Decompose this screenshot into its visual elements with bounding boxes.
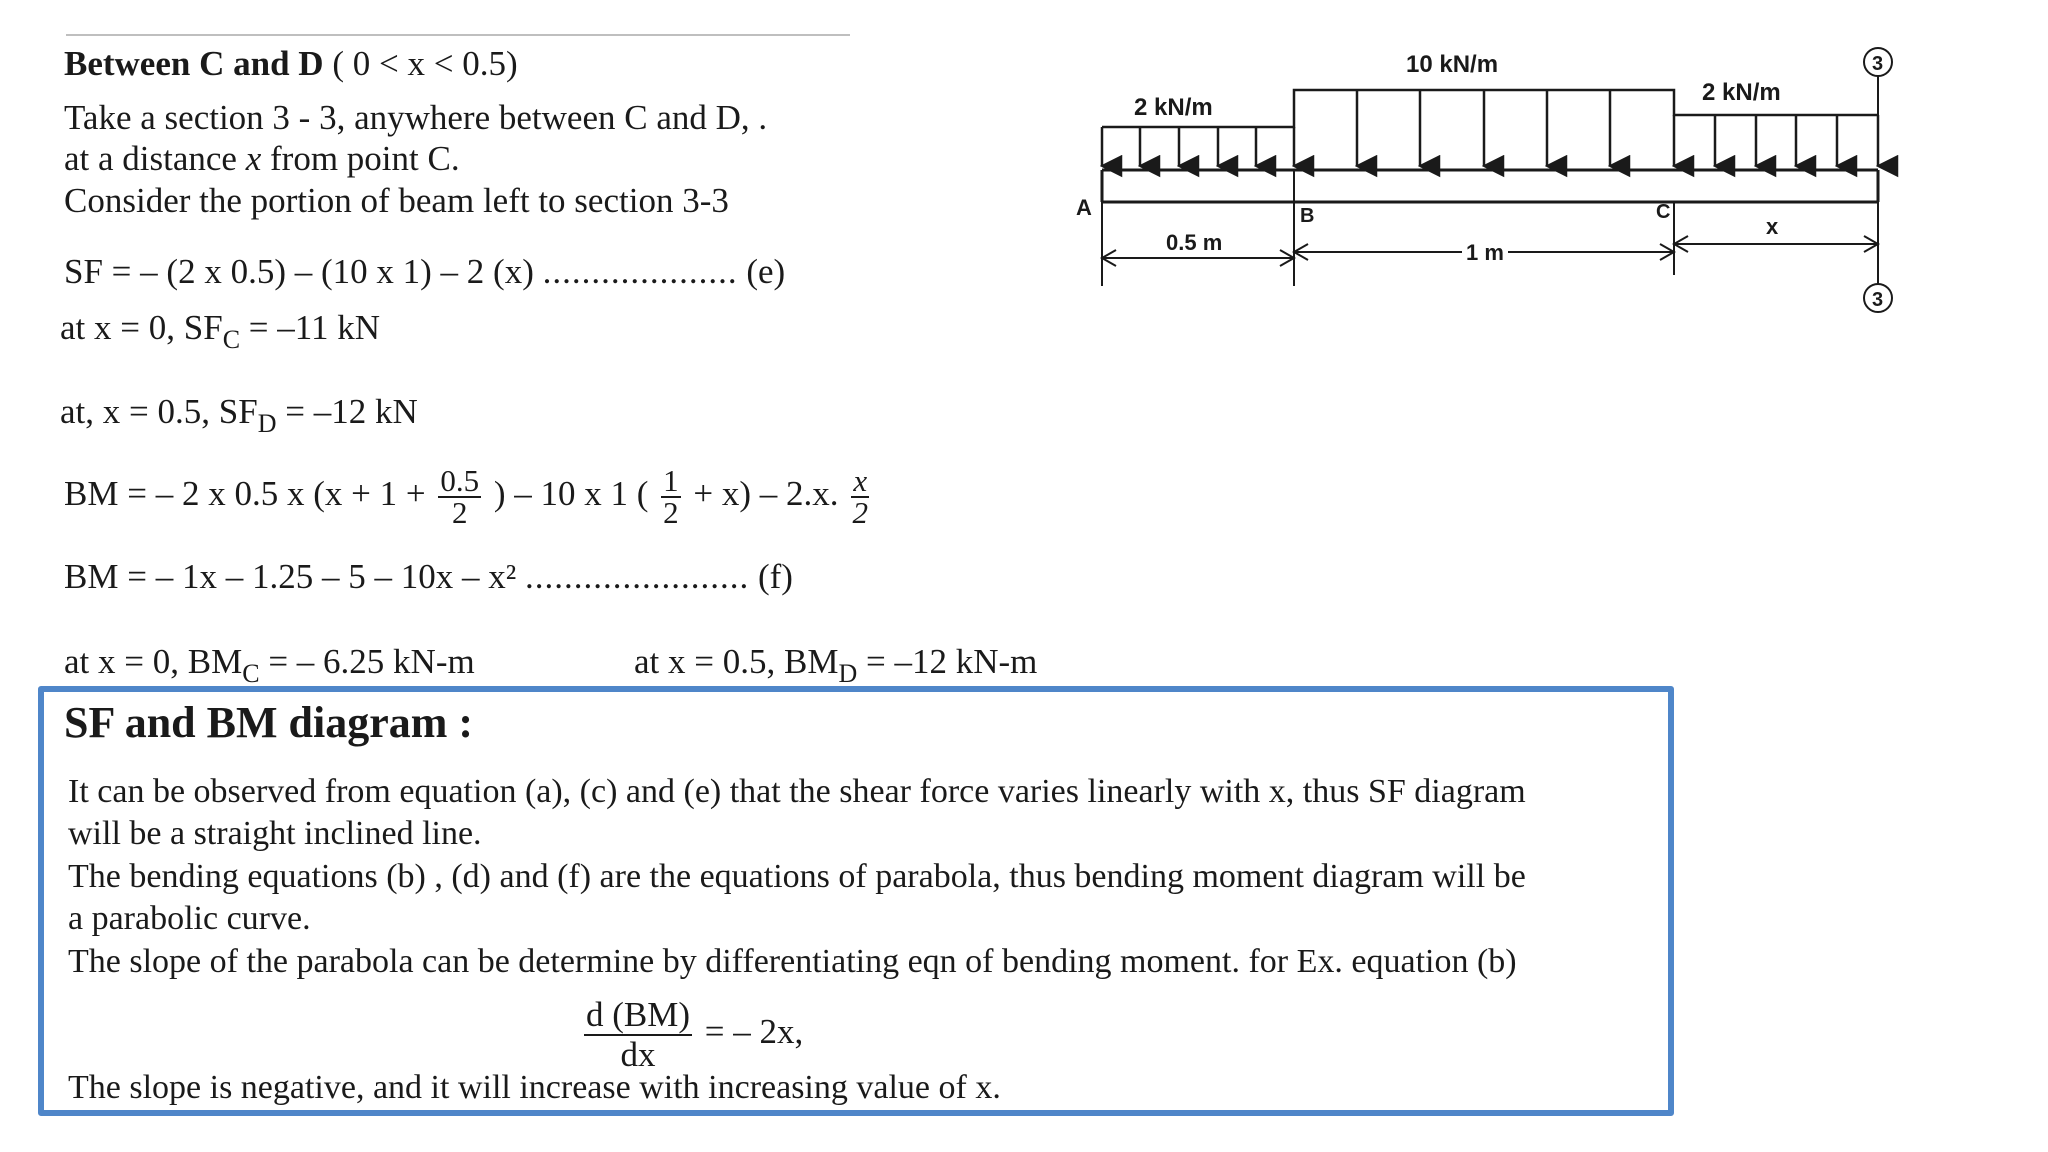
udl-left-arrows bbox=[1102, 127, 1294, 166]
derivative-fraction bbox=[584, 996, 692, 1074]
sf-at-0-sub: C bbox=[222, 325, 241, 354]
bm-equation-mid2: + x) – 2.x. bbox=[693, 474, 839, 513]
box-paragraph-1b: will be a straight inclined line. bbox=[68, 815, 482, 852]
sf-equation-dots: .................... bbox=[542, 252, 738, 291]
bm-equation bbox=[64, 464, 873, 528]
bm-fraction-2-den: 2 bbox=[663, 494, 679, 530]
bm-fraction-1-num: 0.5 bbox=[440, 462, 480, 498]
bm-equation-2-lhs: BM = – 1x – 1.25 – 5 – 10x – x² bbox=[64, 557, 517, 596]
dim-x-label: x bbox=[1766, 214, 1779, 239]
box-paragraph-3: The slope of the parabola can be determine by differentiating eqn of bending moment. for Ex. equation (b) bbox=[68, 943, 1517, 980]
sf-at-0-text: at x = 0, SF bbox=[60, 308, 223, 347]
sf-at-05-sub: D bbox=[257, 409, 277, 438]
sf-equation-lhs: SF = – (2 x 0.5) – (10 x 1) – 2 (x) bbox=[64, 252, 534, 291]
box-paragraph-2a: The bending equations (b) , (d) and (f) are the equations of parabola, thus bending moment diagram will be bbox=[68, 858, 1526, 895]
sf-at-05 bbox=[60, 392, 418, 444]
derivative-equation bbox=[580, 996, 803, 1074]
derivative-rhs: = – 2x, bbox=[704, 1012, 804, 1052]
bm-at-05-value: = –12 kN-m bbox=[866, 642, 1038, 681]
bm-at-0-text: at x = 0, BM bbox=[64, 642, 243, 681]
bm-at-0-sub: C bbox=[242, 659, 260, 688]
sf-at-0 bbox=[60, 308, 380, 360]
bm-at-0-value: = – 6.25 kN-m bbox=[268, 642, 475, 681]
point-c-label: C bbox=[1656, 201, 1671, 223]
beam bbox=[1102, 170, 1878, 202]
bm-fraction-1 bbox=[438, 462, 481, 530]
box-title: SF and BM diagram : bbox=[64, 698, 474, 747]
sf-at-05-text: at, x = 0.5, SF bbox=[60, 392, 258, 431]
section-range: ( 0 < x < 0.5) bbox=[332, 44, 518, 83]
udl-right-arrows bbox=[1674, 115, 1878, 166]
sf-at-0-value: = –11 kN bbox=[248, 308, 380, 347]
bm-fraction-3-num: x bbox=[853, 462, 868, 498]
load-right-label: 2 kN/m bbox=[1702, 79, 1781, 106]
bm-fraction-2 bbox=[661, 462, 681, 530]
dim-ab-label: 0.5 m bbox=[1166, 230, 1223, 255]
bm-fraction-3 bbox=[851, 462, 869, 530]
bm-equation-2-dots: ....................... bbox=[524, 557, 750, 596]
intro-line-3: Consider the portion of beam left to section 3-3 bbox=[64, 181, 729, 220]
intro-line-2 bbox=[64, 139, 460, 179]
sf-equation bbox=[64, 252, 785, 292]
load-left-label: 2 kN/m bbox=[1134, 94, 1213, 121]
point-a-label: A bbox=[1076, 195, 1092, 220]
derivative-den: dx bbox=[620, 1035, 656, 1074]
sf-equation-tag: (e) bbox=[746, 252, 786, 291]
sf-at-05-value: = –12 kN bbox=[285, 392, 418, 431]
load-mid-label: 10 kN/m bbox=[1406, 51, 1499, 78]
box-paragraph-2b: a parabolic curve. bbox=[68, 900, 311, 937]
point-b-label: B bbox=[1300, 205, 1315, 227]
bm-fraction-1-den: 2 bbox=[451, 494, 468, 530]
bm-equation-2-tag: (f) bbox=[757, 557, 793, 596]
dimension-lines bbox=[1102, 170, 1878, 286]
intro-line-1: Take a section 3 - 3, anywhere between C and D, . bbox=[64, 98, 768, 137]
intro-line-2-suffix: from point C. bbox=[270, 139, 460, 178]
top-rule bbox=[66, 34, 850, 36]
section-heading bbox=[64, 44, 518, 84]
section-title: Between C and D bbox=[64, 44, 324, 83]
bm-fraction-2-num: 1 bbox=[663, 462, 679, 498]
section-bottom-label: 3 bbox=[1872, 289, 1884, 311]
derivative-num: d (BM) bbox=[586, 995, 691, 1034]
udl-mid-arrows bbox=[1357, 90, 1610, 166]
intro-line-2-prefix: at a distance bbox=[64, 139, 237, 178]
intro-line-2-var: x bbox=[245, 139, 262, 178]
box-paragraph-1a: It can be observed from equation (a), (c) and (e) that the shear force varies linearly with x, thus SF diagram bbox=[68, 773, 1526, 810]
bm-at-05-sub: D bbox=[838, 659, 858, 688]
beam-diagram bbox=[1070, 40, 1930, 330]
section-top-label: 3 bbox=[1872, 53, 1884, 75]
bm-equation-mid: ) – 10 x 1 ( bbox=[493, 474, 649, 513]
bm-fraction-3-den: 2 bbox=[852, 494, 868, 530]
bm-equation-2 bbox=[64, 557, 793, 597]
bm-equation-start: BM = – 2 x 0.5 x (x + 1 + bbox=[64, 474, 426, 513]
box-paragraph-4: The slope is negative, and it will increase with increasing value of x. bbox=[68, 1069, 1001, 1106]
bm-at-05-text: at x = 0.5, BM bbox=[634, 642, 839, 681]
dim-bc-label: 1 m bbox=[1466, 240, 1504, 265]
